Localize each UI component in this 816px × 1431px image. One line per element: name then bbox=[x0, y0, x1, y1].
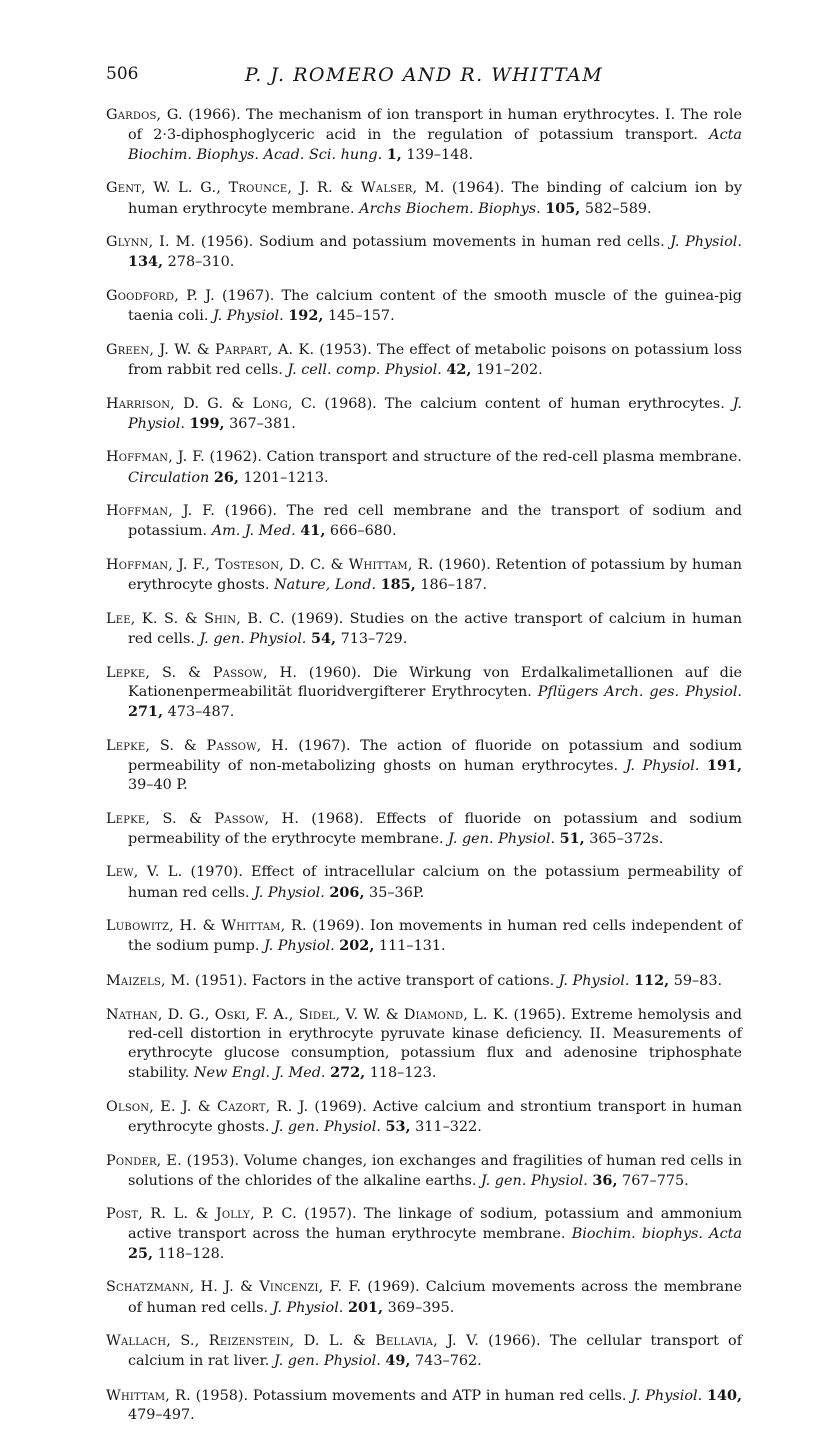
reference-entry bbox=[106, 1386, 742, 1425]
reference-list bbox=[106, 106, 742, 1425]
reference-entry bbox=[106, 1152, 742, 1191]
reference-volume: 201, bbox=[347, 1298, 384, 1316]
reference-volume: 26, bbox=[213, 468, 239, 486]
reference-title: The calcium content of the smooth muscle of the guinea-pig taenia coli. bbox=[128, 287, 742, 325]
reference-entry bbox=[106, 1098, 742, 1137]
reference-pages: 713–729. bbox=[340, 630, 408, 647]
reference-journal: Archs Biochem. Biophys. bbox=[359, 200, 541, 217]
reference-year: (1962). bbox=[209, 449, 262, 466]
reference-title: Potassium movements and ATP in human red cells. bbox=[252, 1387, 627, 1404]
reference-journal: New Engl. J. Med. bbox=[193, 1065, 326, 1082]
reference-pages: 145–157. bbox=[327, 308, 395, 325]
reference-volume: 105, bbox=[545, 199, 581, 217]
reference-entry bbox=[106, 917, 742, 956]
reference-authors: Ponder, E. bbox=[106, 1152, 182, 1169]
reference-entry bbox=[106, 556, 742, 595]
reference-title: Active calcium and strontium transport in human erythrocyte ghosts. bbox=[128, 1098, 742, 1135]
reference-volume: 191, bbox=[706, 756, 743, 774]
reference-journal: J. Physiol. bbox=[670, 234, 742, 251]
reference-title: Effect of intracellular calcium on the potassium permeability of human red cells. bbox=[128, 864, 742, 901]
reference-volume: 53, bbox=[385, 1117, 411, 1135]
reference-volume: 134, bbox=[128, 253, 164, 271]
reference-pages: 35–36P. bbox=[369, 884, 425, 901]
reference-volume: 112, bbox=[634, 971, 670, 989]
reference-authors: Hoffman, J. F. bbox=[106, 449, 205, 466]
reference-pages: 365–372s. bbox=[589, 830, 664, 847]
reference-journal: J. gen. Physiol. bbox=[199, 630, 307, 647]
reference-authors: Hoffman, J. F. bbox=[106, 503, 215, 520]
reference-pages: 191–202. bbox=[476, 361, 543, 378]
reference-title: The mechanism of ion transport in human erythrocytes. I. The role of 2·3-diphosphoglyceric acid in the regulation of potassium transport. bbox=[128, 107, 743, 143]
reference-pages: 39–40 P. bbox=[128, 776, 188, 793]
reference-pages: 186–187. bbox=[420, 577, 488, 594]
reference-journal: J. Physiol. bbox=[213, 308, 284, 325]
reference-journal: J. gen. Physiol. bbox=[480, 1172, 588, 1189]
reference-title: Retention of potassium by human erythrocyte ghosts. bbox=[128, 556, 742, 594]
reference-year: (1956). bbox=[200, 234, 254, 251]
reference-pages: 367–381. bbox=[229, 415, 296, 432]
reference-pages: 369–395. bbox=[387, 1299, 455, 1316]
reference-entry bbox=[106, 664, 742, 723]
reference-entry bbox=[106, 971, 742, 991]
reference-year: (1969). bbox=[314, 1098, 367, 1115]
reference-year: (1964). bbox=[451, 180, 505, 197]
reference-volume: 1, bbox=[386, 145, 402, 163]
running-head: P. J. ROMERO AND R. WHITTAM bbox=[244, 64, 604, 86]
reference-pages: 1201–1213. bbox=[243, 469, 329, 486]
reference-entry bbox=[106, 179, 742, 218]
reference-entry bbox=[106, 1006, 742, 1084]
reference-authors: Schatzmann, H. J. & Vincenzi, F. F. bbox=[106, 1279, 362, 1296]
reference-year: (1953). bbox=[319, 341, 372, 358]
reference-pages: 311–322. bbox=[415, 1118, 482, 1135]
reference-year: (1966). bbox=[224, 503, 278, 520]
reference-authors: Nathan, D. G., Oski, F. A., Sidel, V. W. & Diamond, L. K. bbox=[106, 1006, 509, 1023]
reference-title: Effects of fluoride on potassium and sodium permeability of the erythrocyte membrane. bbox=[128, 810, 742, 847]
reference-journal: Circulation bbox=[128, 469, 210, 486]
reference-entry bbox=[106, 233, 742, 272]
reference-authors: Green, J. W. & Parpart, A. K. bbox=[106, 341, 315, 358]
reference-authors: Glynn, I. M. bbox=[106, 234, 196, 251]
reference-pages: 767–775. bbox=[622, 1172, 689, 1189]
reference-year: (1953). bbox=[186, 1152, 240, 1169]
reference-pages: 118–128. bbox=[157, 1245, 225, 1262]
page-number: 506 bbox=[106, 64, 139, 84]
reference-pages: 473–487. bbox=[167, 703, 235, 720]
reference-title: Calcium movements across the membrane of human red cells. bbox=[128, 1279, 742, 1316]
reference-authors: Lew, V. L. bbox=[106, 864, 183, 881]
reference-year: (1958). bbox=[195, 1387, 249, 1404]
reference-pages: 582–589. bbox=[584, 200, 652, 217]
reference-year: (1957). bbox=[304, 1206, 357, 1223]
reference-pages: 479–497. bbox=[128, 1407, 195, 1424]
reference-volume: 54, bbox=[310, 629, 336, 647]
reference-entry bbox=[106, 106, 742, 165]
reference-authors: Lee, K. S. & Shin, B. C. bbox=[106, 610, 285, 627]
reference-title: Die Wirkung von Erdalkalimetallionen auf die Kationenpermeabilität fluoridvergifterer Erythrocyten. bbox=[128, 664, 742, 700]
reference-title: Studies on the active transport of calcium in human red cells. bbox=[128, 610, 742, 647]
reference-authors: Gent, W. L. G., Trounce, J. R. & Walser, M. bbox=[106, 180, 445, 197]
reference-year: (1970). bbox=[190, 864, 243, 881]
reference-entry bbox=[106, 395, 742, 434]
reference-pages: 139–148. bbox=[406, 146, 474, 163]
reference-journal: J. Physiol. bbox=[254, 884, 325, 901]
reference-title: The action of fluoride on potassium and sodium permeability of non-metabolizing ghosts on human erythrocytes. bbox=[128, 737, 743, 774]
reference-year: (1969). bbox=[290, 610, 344, 627]
reference-journal: Acta Biochim. Biophys. Acad. Sci. hung. bbox=[128, 126, 742, 163]
reference-year: (1967). bbox=[221, 287, 275, 304]
reference-volume: 41, bbox=[300, 522, 326, 540]
reference-authors: Maizels, M. bbox=[106, 972, 191, 989]
reference-authors: Harrison, D. G. & Long, C. bbox=[106, 395, 317, 412]
reference-journal: J. gen. Physiol. bbox=[448, 830, 556, 847]
reference-entry bbox=[106, 810, 742, 849]
reference-entry bbox=[106, 610, 742, 649]
reference-volume: 49, bbox=[385, 1352, 411, 1370]
reference-volume: 185, bbox=[380, 576, 416, 594]
reference-year: (1968). bbox=[324, 395, 377, 412]
reference-authors: Whittam, R. bbox=[106, 1387, 191, 1404]
reference-year: (1965). bbox=[513, 1006, 566, 1023]
reference-journal: Biochim. biophys. Acta bbox=[571, 1225, 742, 1242]
reference-title: Ion movements in human red cells independent of the sodium pump. bbox=[128, 918, 742, 955]
reference-authors: Lepke, S. & Passow, H. bbox=[106, 810, 300, 827]
reference-volume: 51, bbox=[559, 829, 585, 847]
reference-title: Extreme hemolysis and red-cell distortion in erythrocyte pyruvate kinase deficiency. II. Measurements of erythrocyte glucose consumption, potassium flux and adenosine triphosphate stability. bbox=[128, 1006, 743, 1082]
reference-year: (1951). bbox=[194, 972, 248, 989]
reference-year: (1968). bbox=[311, 810, 364, 827]
reference-volume: 202, bbox=[339, 937, 375, 955]
reference-volume: 25, bbox=[128, 1244, 154, 1262]
reference-volume: 272, bbox=[330, 1064, 366, 1082]
reference-authors: Wallach, S., Reizenstein, D. L. & Bellavia, J. V. bbox=[106, 1333, 480, 1350]
reference-volume: 271, bbox=[128, 702, 164, 720]
reference-journal: J. gen. Physiol. bbox=[274, 1118, 381, 1135]
reference-entry bbox=[106, 287, 742, 326]
reference-journal: J. Physiol. bbox=[128, 395, 742, 432]
reference-title: Sodium and potassium movements in human red cells. bbox=[258, 234, 665, 251]
reference-year: (1969). bbox=[312, 918, 365, 935]
reference-authors: Hoffman, J. F., Tosteson, D. C. & Whittam, R. bbox=[106, 556, 434, 573]
reference-title: Volume changes, ion exchanges and fragilities of human red cells in solutions of the chlorides of the alkaline earths. bbox=[128, 1152, 742, 1189]
reference-authors: Lubowitz, H. & Whittam, R. bbox=[106, 918, 307, 935]
reference-title: The linkage of sodium, potassium and ammonium active transport across the human erythrocyte membrane. bbox=[128, 1206, 743, 1242]
reference-journal: J. gen. Physiol. bbox=[273, 1353, 381, 1370]
reference-year: (1966). bbox=[188, 107, 241, 124]
reference-year: (1960). bbox=[308, 664, 362, 681]
reference-authors: Post, R. L. & Jolly, P. C. bbox=[106, 1206, 297, 1223]
reference-volume: 36, bbox=[592, 1171, 618, 1189]
reference-year: (1966). bbox=[488, 1333, 541, 1350]
reference-journal: J. Physiol. bbox=[631, 1387, 703, 1404]
reference-journal: J. Physiol. bbox=[558, 972, 630, 989]
page bbox=[106, 64, 742, 1431]
reference-title: Cation transport and structure of the red-cell plasma membrane. bbox=[266, 449, 742, 466]
reference-journal: J. Physiol. bbox=[272, 1299, 344, 1316]
reference-year: (1967). bbox=[298, 737, 351, 754]
reference-pages: 666–680. bbox=[329, 523, 397, 540]
reference-pages: 118–123. bbox=[369, 1065, 437, 1082]
reference-pages: 743–762. bbox=[415, 1353, 482, 1370]
reference-entry bbox=[106, 737, 742, 796]
reference-entry bbox=[106, 341, 742, 380]
reference-journal: Pflügers Arch. ges. Physiol. bbox=[537, 683, 743, 700]
reference-journal: Am. J. Med. bbox=[211, 523, 296, 540]
reference-authors: Lepke, S. & Passow, H. bbox=[106, 737, 289, 754]
reference-entry bbox=[106, 1332, 742, 1371]
reference-volume: 140, bbox=[706, 1386, 743, 1404]
reference-volume: 206, bbox=[329, 883, 365, 901]
reference-journal: J. Physiol. bbox=[263, 938, 335, 955]
reference-volume: 42, bbox=[446, 360, 472, 378]
reference-year: (1960). bbox=[438, 556, 491, 573]
reference-title: The red cell membrane and the transport of sodium and potassium. bbox=[128, 503, 742, 540]
reference-title: The effect of metabolic poisons on potassium loss from rabbit red cells. bbox=[128, 341, 743, 378]
reference-entry bbox=[106, 1205, 742, 1264]
reference-journal: J. Physiol. bbox=[625, 757, 700, 774]
reference-entry bbox=[106, 863, 742, 902]
reference-title: The cellular transport of calcium in rat liver. bbox=[128, 1333, 743, 1370]
reference-authors: Goodford, P. J. bbox=[106, 287, 215, 304]
reference-volume: 199, bbox=[189, 414, 225, 432]
reference-journal: Nature, Lond. bbox=[274, 577, 377, 594]
reference-title: The binding of calcium ion by human erythrocyte membrane. bbox=[128, 180, 742, 217]
reference-year: (1969). bbox=[367, 1279, 420, 1296]
page-header bbox=[106, 64, 742, 92]
reference-pages: 111–131. bbox=[378, 938, 446, 955]
reference-journal: J. cell. comp. Physiol. bbox=[287, 361, 442, 378]
reference-title: The calcium content of human erythrocytes. bbox=[384, 395, 725, 412]
reference-entry bbox=[106, 502, 742, 541]
reference-entry bbox=[106, 1278, 742, 1317]
reference-title: Factors in the active transport of cations. bbox=[251, 972, 555, 989]
reference-authors: Lepke, S. & Passow, H. bbox=[106, 664, 298, 681]
reference-pages: 59–83. bbox=[673, 972, 723, 989]
reference-authors: Olson, E. J. & Cazort, R. J. bbox=[106, 1098, 309, 1115]
reference-authors: Gardos, G. bbox=[106, 107, 183, 124]
reference-entry bbox=[106, 448, 742, 487]
reference-volume: 192, bbox=[288, 307, 324, 325]
reference-pages: 278–310. bbox=[167, 254, 235, 271]
